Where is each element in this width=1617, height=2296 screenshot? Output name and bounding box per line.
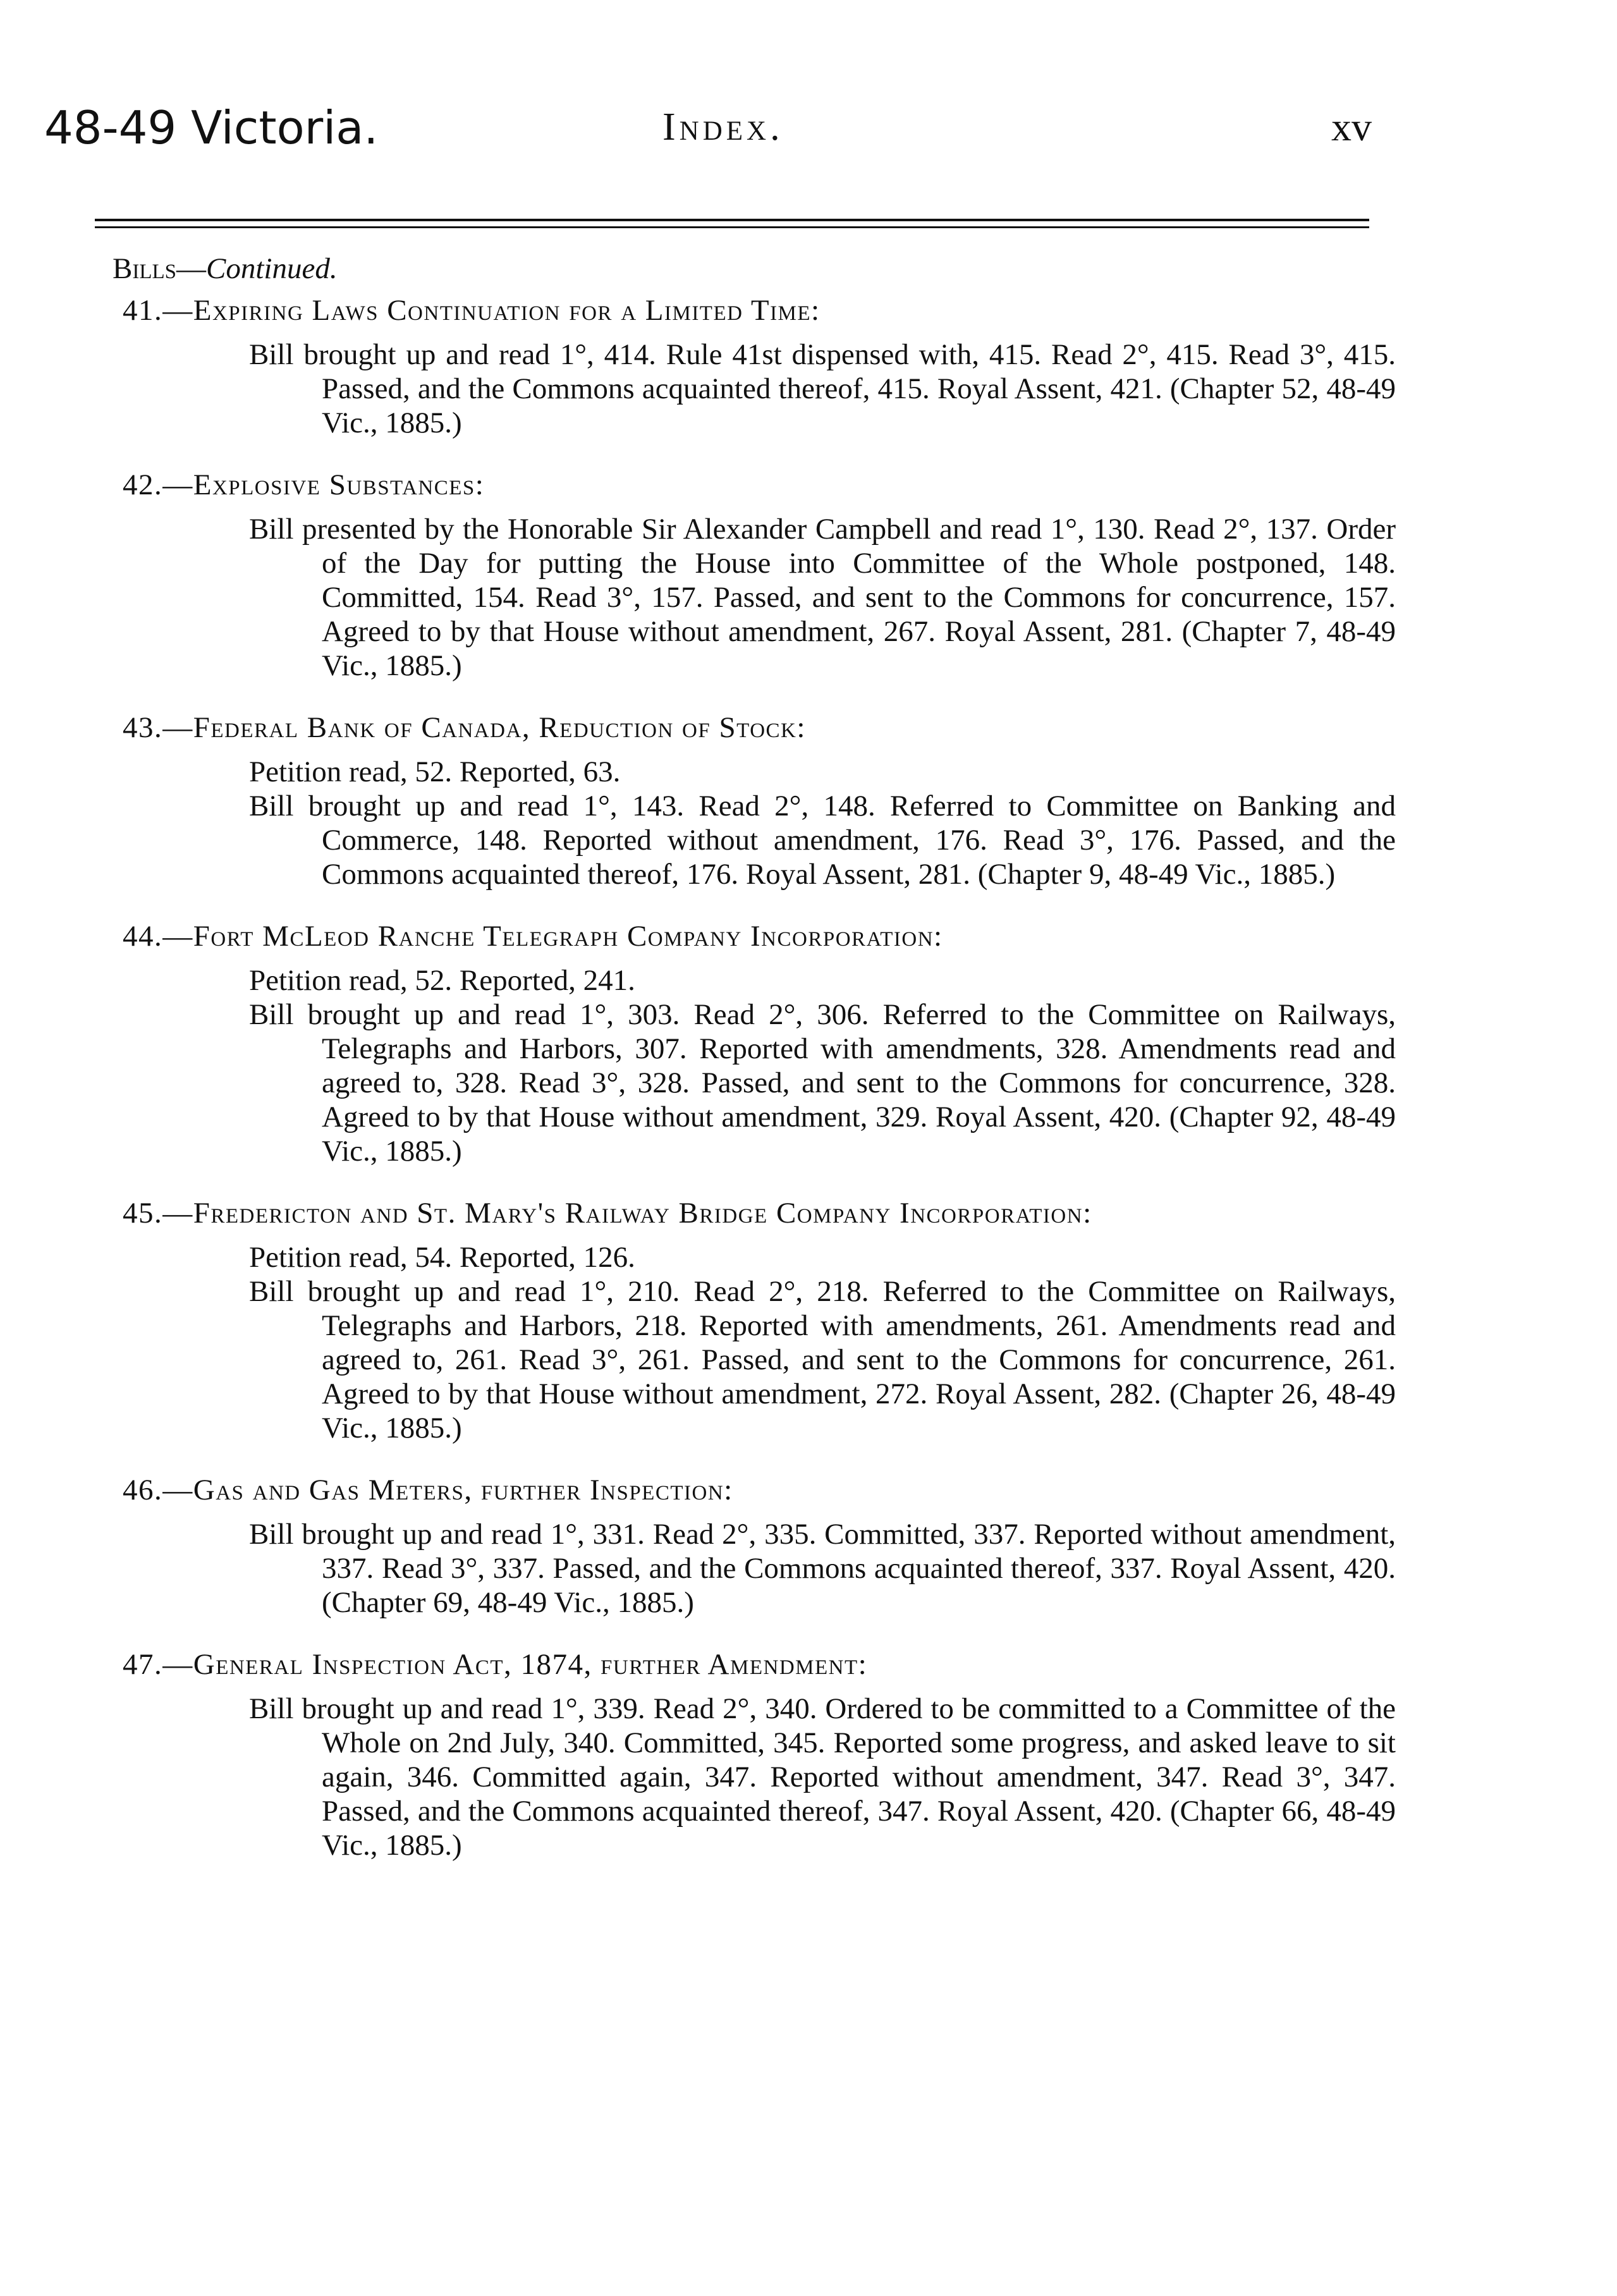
entry-paragraph: Bill brought up and read 1°, 414. Rule 41st dispensed with, 415. Read 2°, 415. Read 3°, 415. Passed, and the Commons acquainted thereof, 415. Royal Assent, 421. (Chapter 52, 48-49 Vic., 1885.) [249, 338, 1396, 439]
entry-paragraph: Petition read, 52. Reported, 241. [249, 964, 635, 997]
index-entry [113, 293, 1396, 440]
index-content [113, 252, 1396, 1890]
entry-paragraph: Petition read, 52. Reported, 63. [249, 755, 621, 788]
index-entry [113, 919, 1396, 1168]
entry-title: 46.—Gas and Gas Meters, further Inspection: [123, 1474, 733, 1506]
entry-title: 43.—Federal Bank of Canada, Reduction of Stock: [123, 711, 806, 744]
section-continued: Continued. [206, 252, 338, 285]
header-rule-top [95, 219, 1369, 221]
index-entry [113, 1473, 1396, 1620]
header-page-number: xv [1331, 104, 1372, 149]
entry-title: 41.—Expiring Laws Continuation for a Limited Time: [123, 294, 821, 327]
entry-paragraph: Bill brought up and read 1°, 339. Read 2°, 340. Ordered to be committed to a Committee of the Whole on 2nd July, 340. Committed, 345. Reported some progress, and asked leave to sit again, 346. Committed again, 347. Reported without amendment, 347. Read 3°, 347. Passed, and the Commons acquainted thereof, 347. Royal Assent, 420. (Chapter 66, 48-49 Vic., 1885.) [249, 1692, 1396, 1862]
index-entry [113, 1647, 1396, 1862]
entry-paragraph: Petition read, 54. Reported, 126. [249, 1241, 635, 1274]
entry-paragraph: Bill brought up and read 1°, 143. Read 2°, 148. Referred to Committee on Banking and Commerce, 148. Reported without amendment, 176. Read 3°, 176. Passed, and the Commons acquainted thereof, 176. Royal Assent, 281. (Chapter 9, 48-49 Vic., 1885.) [249, 790, 1396, 891]
index-entry [113, 711, 1396, 891]
header-rule-bottom [95, 226, 1369, 228]
section-heading [113, 252, 1396, 286]
index-entry [113, 1196, 1396, 1445]
entry-paragraph: Bill brought up and read 1°, 331. Read 2°, 335. Committed, 337. Reported without amendment, 337. Read 3°, 337. Passed, and the Commons acquainted thereof, 337. Royal Assent, 420. (Chapter 69, 48-49 Vic., 1885.) [249, 1518, 1396, 1619]
entry-paragraph: Bill brought up and read 1°, 303. Read 2°, 306. Referred to the Committee on Railways, Telegraphs and Harbors, 307. Reported with amendments, 328. Amendments read and agreed to, 328. Read 3°, 328. Passed, and sent to the Commons for concurrence, 328. Agreed to by that House without amendment, 329. Royal Assent, 420. (Chapter 92, 48-49 Vic., 1885.) [249, 998, 1396, 1168]
entry-title: 45.—Fredericton and St. Mary's Railway Bridge Company Incorporation: [123, 1197, 1092, 1230]
header-session: 48-49 Victoria. [44, 101, 379, 154]
entry-title: 42.—Explosive Substances: [123, 468, 485, 501]
header-title: Index. [662, 106, 784, 149]
entry-title: 44.—Fort McLeod Ranche Telegraph Company Incorporation: [123, 920, 943, 953]
entry-title: 47.—General Inspection Act, 1874, further Amendment: [123, 1648, 868, 1681]
section-title: Bills— [113, 252, 207, 285]
running-header [44, 101, 1372, 196]
index-entry [113, 468, 1396, 683]
entry-paragraph: Bill brought up and read 1°, 210. Read 2°, 218. Referred to the Committee on Railways, Telegraphs and Harbors, 218. Reported with amendments, 261. Amendments read and agreed to, 261. Read 3°, 261. Passed, and sent to the Commons for concurrence, 261. Agreed to by that House without amendment, 272. Royal Assent, 282. (Chapter 26, 48-49 Vic., 1885.) [249, 1275, 1396, 1444]
entry-paragraph: Bill presented by the Honorable Sir Alexander Campbell and read 1°, 130. Read 2°, 137. Order of the Day for putting the House into Committee of the Whole postponed, 148. Committed, 154. Read 3°, 157. Passed, and sent to the Commons for concurrence, 157. Agreed to by that House without amendment, 267. Royal Assent, 281. (Chapter 7, 48-49 Vic., 1885.) [249, 513, 1396, 682]
